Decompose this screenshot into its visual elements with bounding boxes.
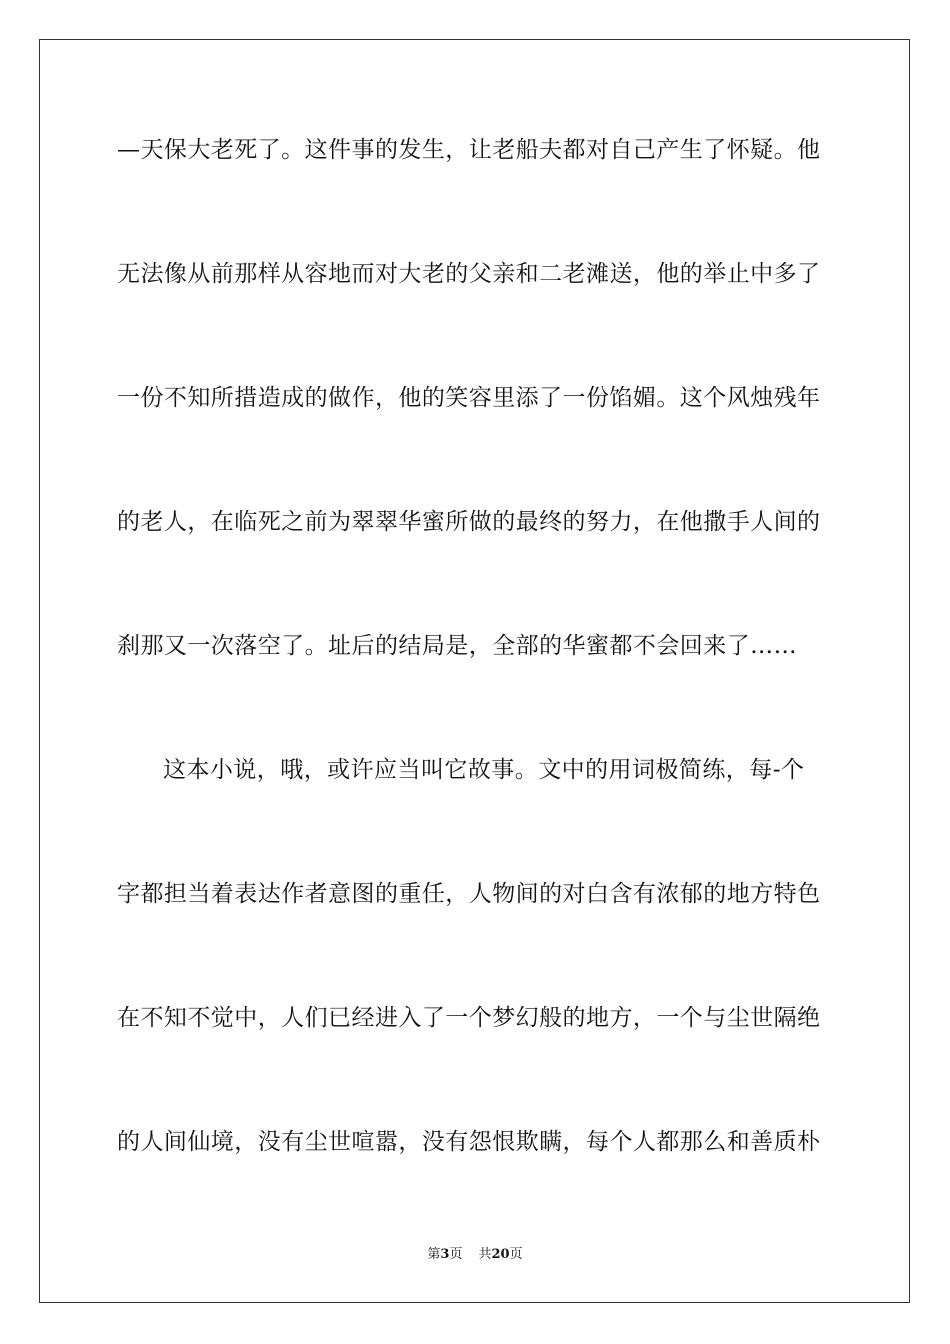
footer-total-prefix: 共: [478, 1247, 492, 1262]
body-text-line-2: 无法像从前那样从容地而对大老的父亲和二老滩送，他的举止中多了: [117, 261, 821, 287]
footer-total-pages: 20: [491, 1247, 510, 1262]
body-text-line-6: 这本小说，哦，或许应当叫它故事。文中的用词极简练，每-个: [163, 757, 805, 783]
footer-total-suffix: 页: [509, 1247, 523, 1262]
footer-page-number: 3: [440, 1247, 450, 1262]
body-text-line-7: 字都担当着表达作者意图的重任，人物间的对白含有浓郁的地方特色: [117, 881, 821, 907]
body-text-line-5: 刹那又一次落空了。址后的结局是，全部的华蜜都不会回来了……: [117, 633, 798, 659]
page-border: [39, 39, 910, 1303]
body-text-line-8: 在不知不觉中，人们已经进入了一个梦幻般的地方，一个与尘世隔绝: [117, 1005, 821, 1031]
footer-page-prefix: 第: [427, 1247, 441, 1262]
page-footer: [0, 1247, 950, 1263]
body-text-line-3: 一份不知所措造成的做作，他的笑容里添了一份馅媚。这个风烛残年: [117, 385, 821, 411]
body-text-line-9: 的人间仙境，没有尘世喧嚣，没有怨恨欺瞒，每个人都那么和善质朴: [117, 1129, 821, 1155]
body-text-line-1: —天保大老死了。这件事的发生，让老船夫都对自己产生了怀疑。他: [117, 137, 821, 163]
body-text-line-4: 的老人，在临死之前为翠翠华蜜所做的最终的努力，在他撒手人间的: [117, 509, 821, 535]
footer-page-suffix: 页: [449, 1247, 463, 1262]
